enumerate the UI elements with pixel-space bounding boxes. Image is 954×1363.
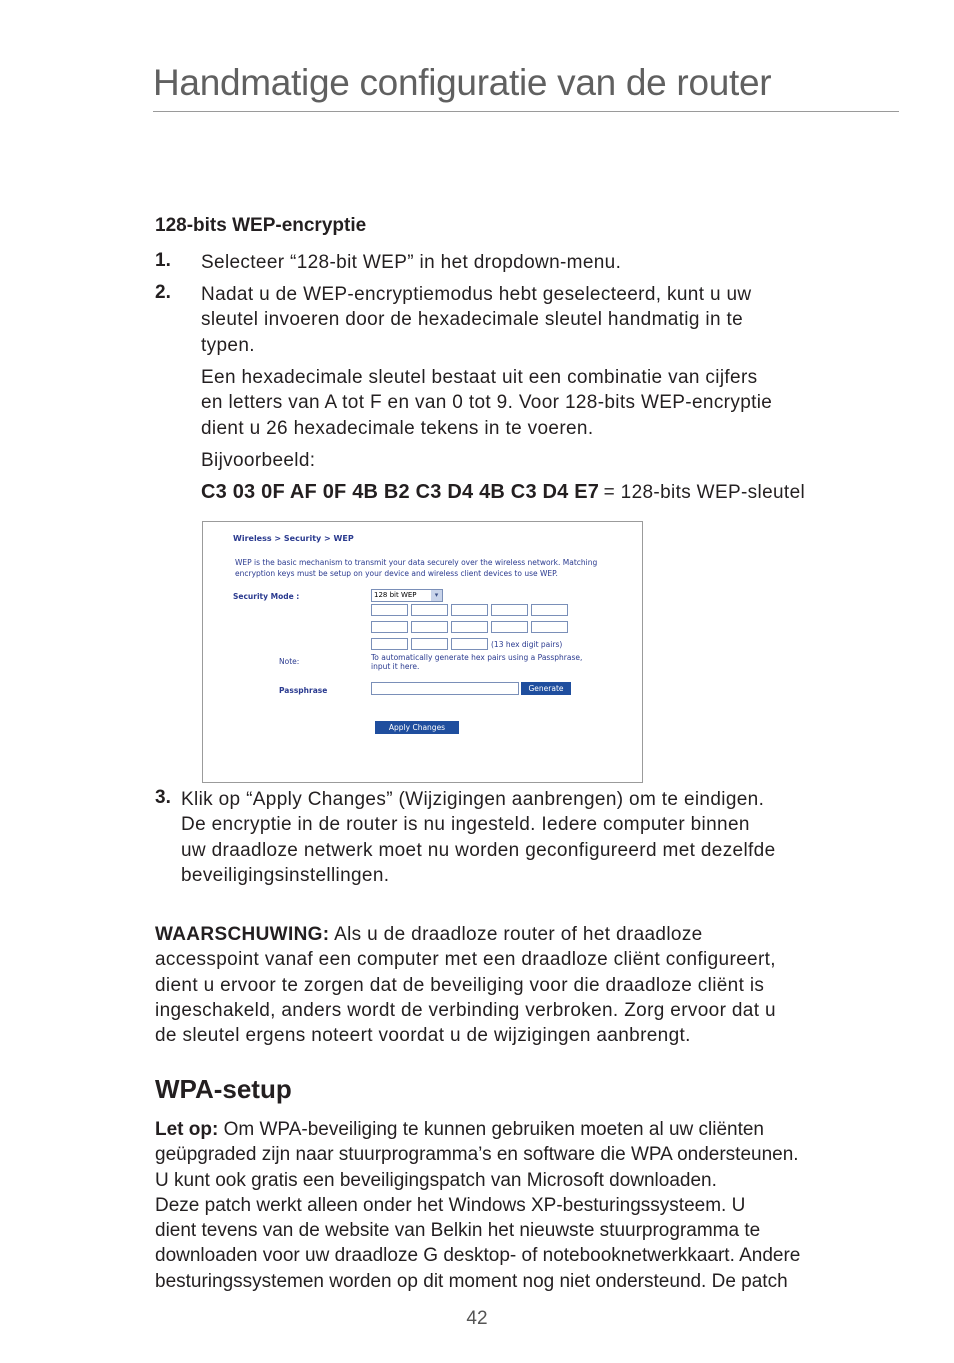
step-text: Selecteer “128-bit WEP” in het dropdown-menu.	[201, 252, 622, 273]
key-field[interactable]	[531, 621, 568, 633]
example-key-suffix: = 128-bits WEP-sleutel	[603, 482, 806, 503]
security-mode-label: Security Mode :	[233, 592, 300, 601]
page-number: 42	[466, 1308, 488, 1329]
title-divider	[153, 111, 899, 112]
example-key-value: C3 03 0F AF 0F 4B B2 C3 D4 4B C3 D4 E7	[201, 481, 600, 503]
intro-text: encryption keys must be setup on your device and wireless client devices to use WEP.	[235, 569, 558, 578]
note-text: To automatically generate hex pairs using a Passphrase,	[371, 653, 583, 662]
key-field[interactable]	[411, 621, 448, 633]
step-number: 1.	[155, 250, 171, 271]
key-field[interactable]	[451, 621, 488, 633]
key-field[interactable]	[411, 638, 448, 650]
apply-changes-button[interactable]: Apply Changes	[375, 721, 459, 734]
step-text: Nadat u de WEP-encryptiemodus hebt geselecteerd, kunt u uw sleutel invoeren door de hexadecimale sleutel handmatig in te typen.	[201, 284, 752, 356]
wpa-note-paragraph: Let op: Om WPA-beveiliging te kunnen gebruiken moeten al uw cliënten geüpgraded zijn naar stuurprogramma’s en software die WPA ondersteunen. U kunt ook gratis een beveiligingspatch van Microsoft downloaden. Deze patch werkt alleen onder het Windows XP-besturingssysteem. U dient tevens van de website van Belkin het nieuwste stuurprogramma te downloaden voor uw draadloze G desktop- of notebooknetwerkkaart. Andere besturingssystemen worden op dit moment nog niet ondersteund. De patch	[155, 1119, 801, 1292]
warning-paragraph: WAARSCHUWING: Als u de draadloze router of het draadloze accesspoint vanaf een computer met een draadloze cliënt configureert, dient u ervoor te zorgen dat de beveiliging voor die draadloze cliënt is ingeschakeld, anders wordt de verbinding verbroken. Zorg ervoor dat u de sleutel ergens noteert voordat u de wijzigingen aanbrengt.	[155, 924, 776, 1047]
security-mode-select[interactable]	[371, 589, 443, 602]
section-heading-wep128: 128-bits WEP-encryptie	[155, 215, 367, 236]
security-mode-value: 128 bit WEP	[374, 591, 417, 599]
key-field[interactable]	[371, 621, 408, 633]
note-label: Note:	[279, 657, 300, 666]
step-number: 3.	[155, 787, 171, 808]
note-label: Let op:	[155, 1119, 219, 1140]
passphrase-input[interactable]	[371, 682, 519, 695]
passphrase-label: Passphrase	[279, 686, 328, 695]
key-field[interactable]	[451, 604, 488, 616]
step-text: Klik op “Apply Changes” (Wijzigingen aanbrengen) om te eindigen. De encryptie in de router is nu ingesteld. Iedere computer binnen uw draadloze netwerk moet nu worden geconfigureerd met dezelfde beveiligingsinstellingen.	[181, 789, 776, 886]
key-field[interactable]	[451, 638, 488, 650]
step-number: 2.	[155, 282, 171, 303]
chevron-down-icon[interactable]: ▾	[431, 590, 442, 601]
section-heading-wpa: WPA-setup	[155, 1074, 292, 1104]
key-field[interactable]	[411, 604, 448, 616]
router-wep-screenshot	[202, 521, 643, 783]
breadcrumb: Wireless > Security > WEP	[233, 534, 354, 543]
key-field[interactable]	[371, 638, 408, 650]
example-label: Bijvoorbeeld:	[201, 450, 316, 471]
key-field[interactable]	[371, 604, 408, 616]
intro-text: WEP is the basic mechanism to transmit your data securely over the wireless network. Matching	[235, 558, 598, 567]
generate-button[interactable]: Generate	[521, 682, 571, 695]
note-text: input it here.	[371, 662, 420, 671]
hex-explanation: Een hexadecimale sleutel bestaat uit een combinatie van cijfers en letters van A tot F en van 0 tot 9. Voor 128-bits WEP-encryptie dient u 26 hexadecimale tekens in te voeren.	[201, 367, 773, 439]
key-field[interactable]	[531, 604, 568, 616]
hex-hint: (13 hex digit pairs)	[491, 640, 563, 649]
key-field[interactable]	[491, 621, 528, 633]
page-title: Handmatige configuratie van de router	[153, 62, 772, 103]
warning-label: WAARSCHUWING:	[155, 924, 330, 945]
example-key	[201, 480, 805, 505]
key-field[interactable]	[491, 604, 528, 616]
